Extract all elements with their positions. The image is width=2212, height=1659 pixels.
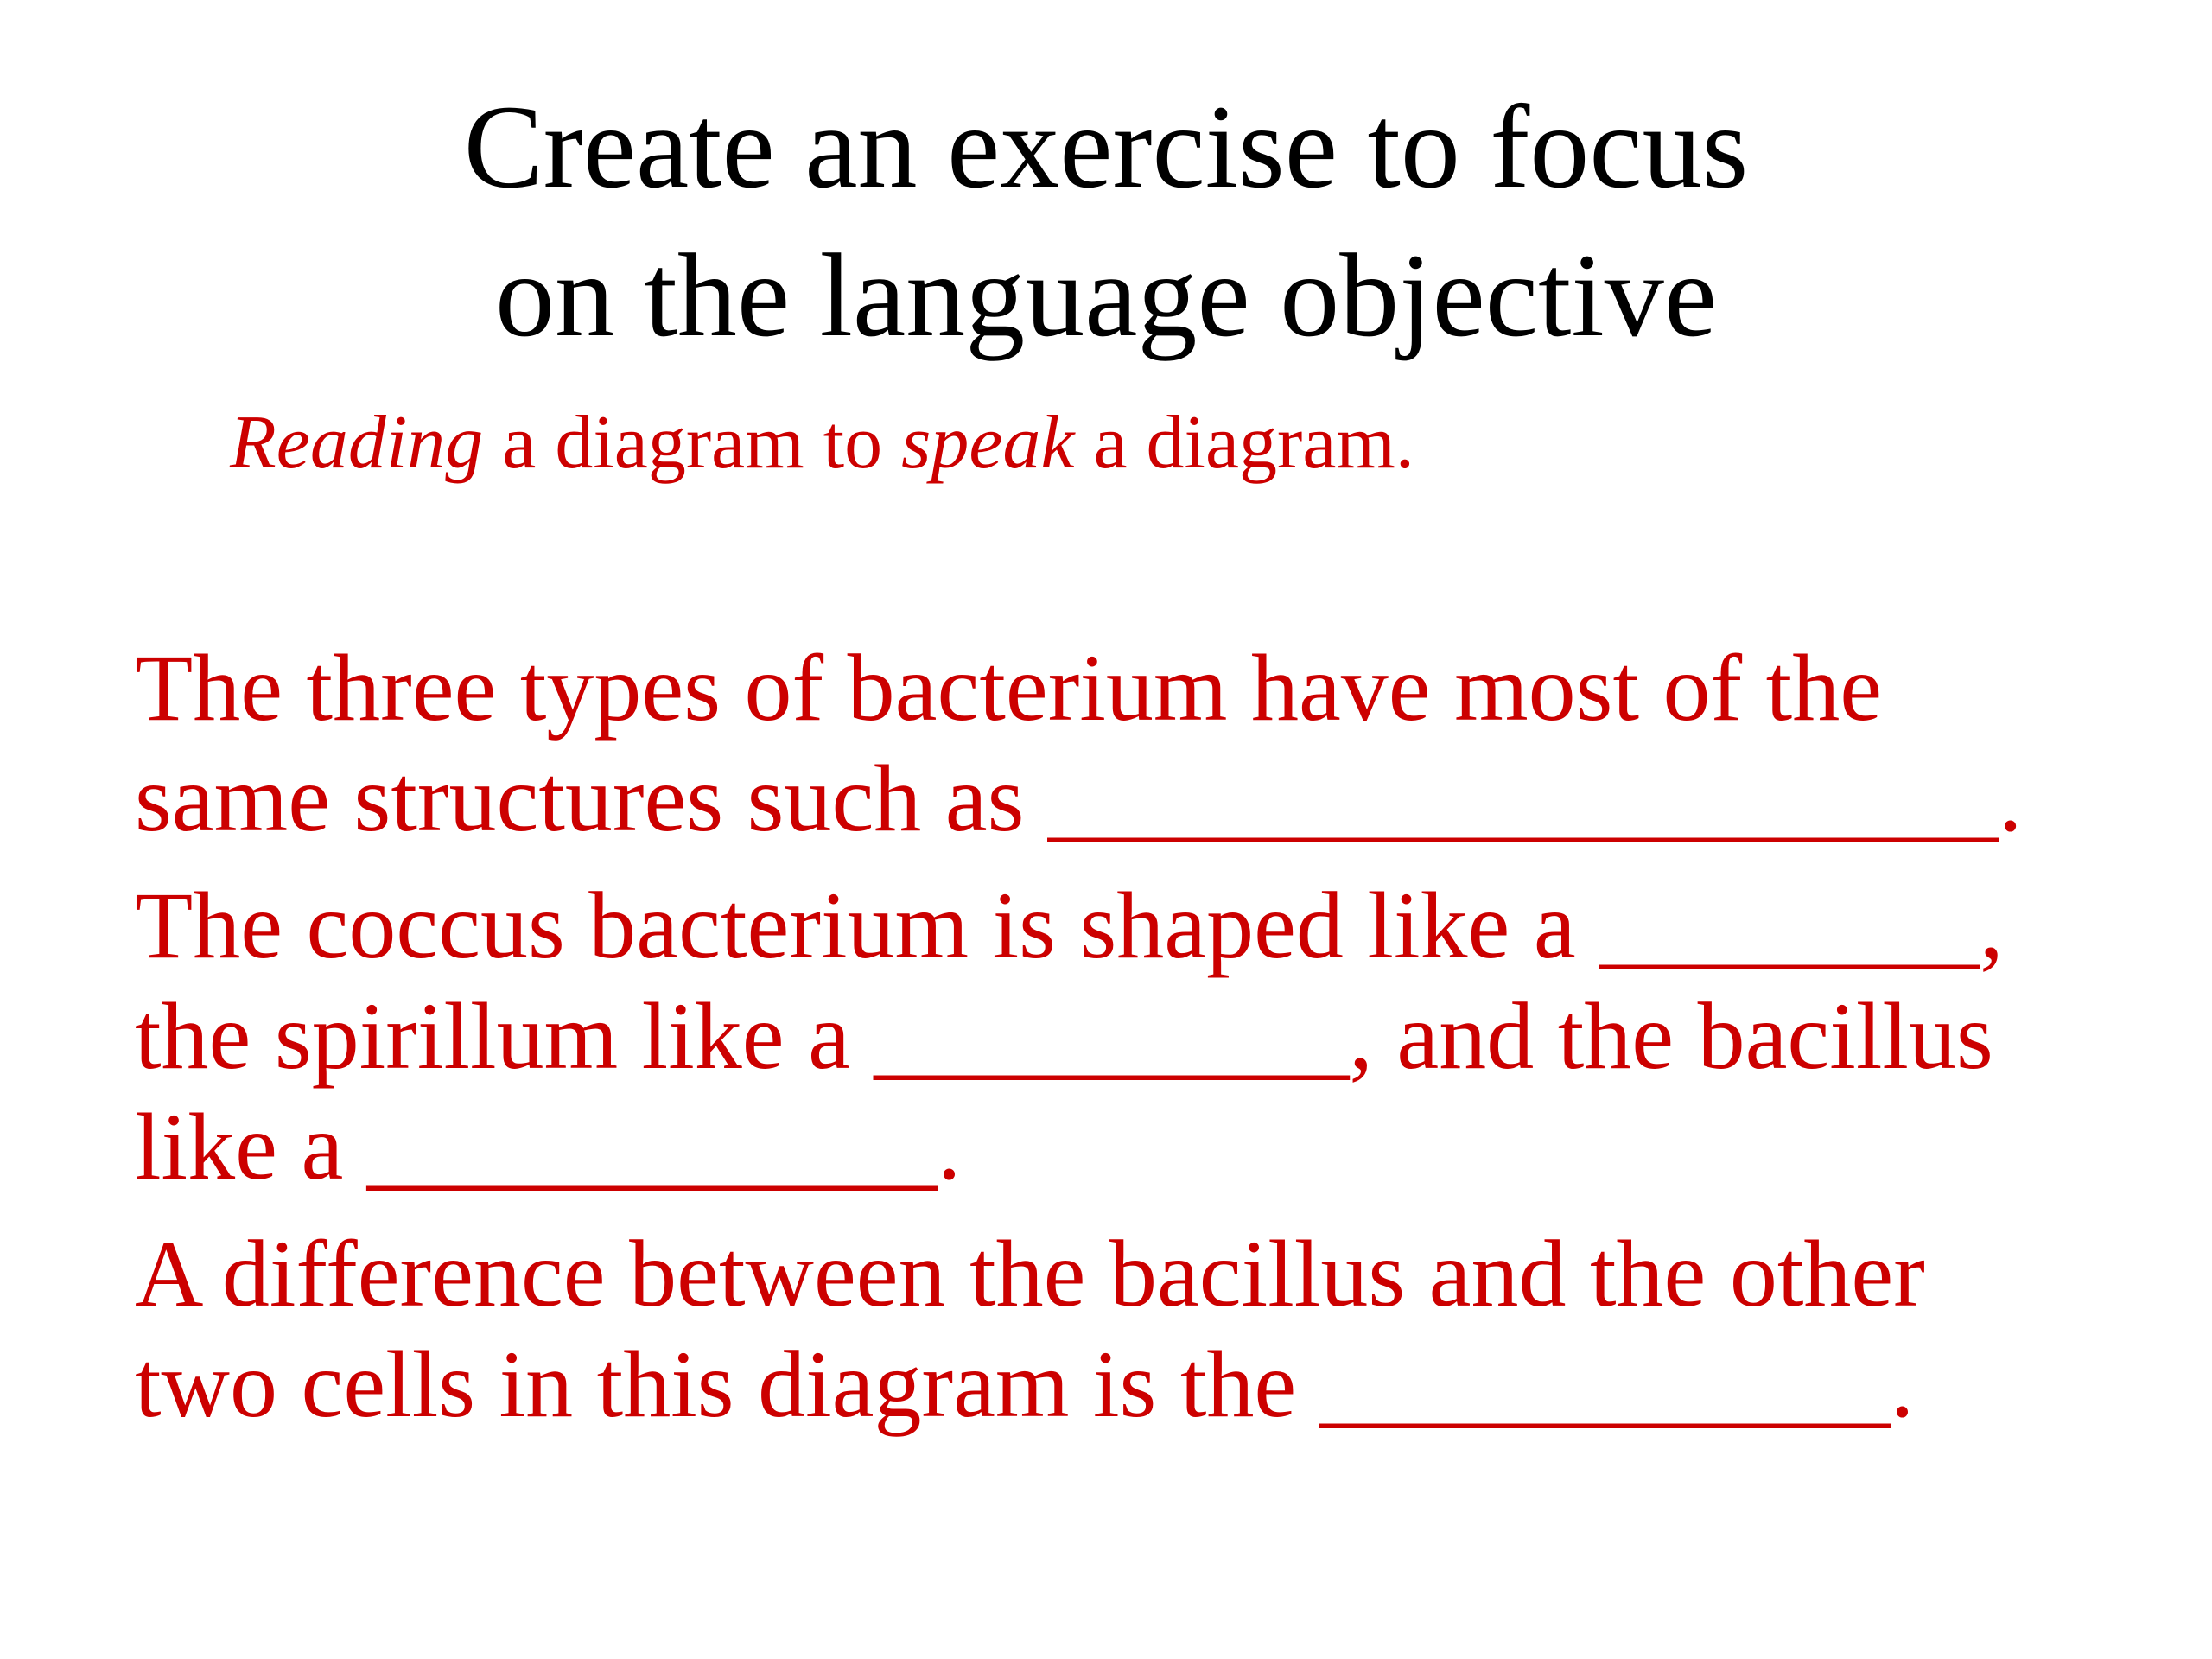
subtitle-emphasis-reading: Reading [230, 401, 484, 485]
subtitle-text-2: a diagram. [1074, 401, 1414, 485]
language-objective-subtitle [230, 396, 1414, 491]
exercise-line: like a ____________. [135, 1094, 962, 1199]
subtitle-text-1: a diagram to [483, 401, 902, 485]
exercise-sentence-difference [135, 1218, 2157, 1440]
exercise-sentence-structures [135, 632, 2157, 854]
exercise-line: A difference between the bacillus and the other [135, 1221, 1925, 1326]
exercise-line: The coccus bacterium is shaped like a ________, [135, 873, 2004, 978]
exercise-line: two cells in this diagram is the ____________. [135, 1332, 1915, 1437]
exercise-line: same structures such as ____________________. [135, 746, 2023, 851]
exercise-line: the spirillum like a __________, and the bacillus [135, 983, 1993, 1089]
exercise-sentence-shapes [135, 870, 2157, 1202]
exercise-line: The three types of bacterium have most of the [135, 635, 1883, 741]
slide-title-line-2: on the language objective [495, 229, 1717, 361]
subtitle-emphasis-speak: speak [901, 401, 1075, 485]
slide-title [0, 73, 2212, 370]
exercise-body [135, 632, 2157, 1456]
slide-title-line-1: Create an exercise to focus [463, 80, 1749, 213]
